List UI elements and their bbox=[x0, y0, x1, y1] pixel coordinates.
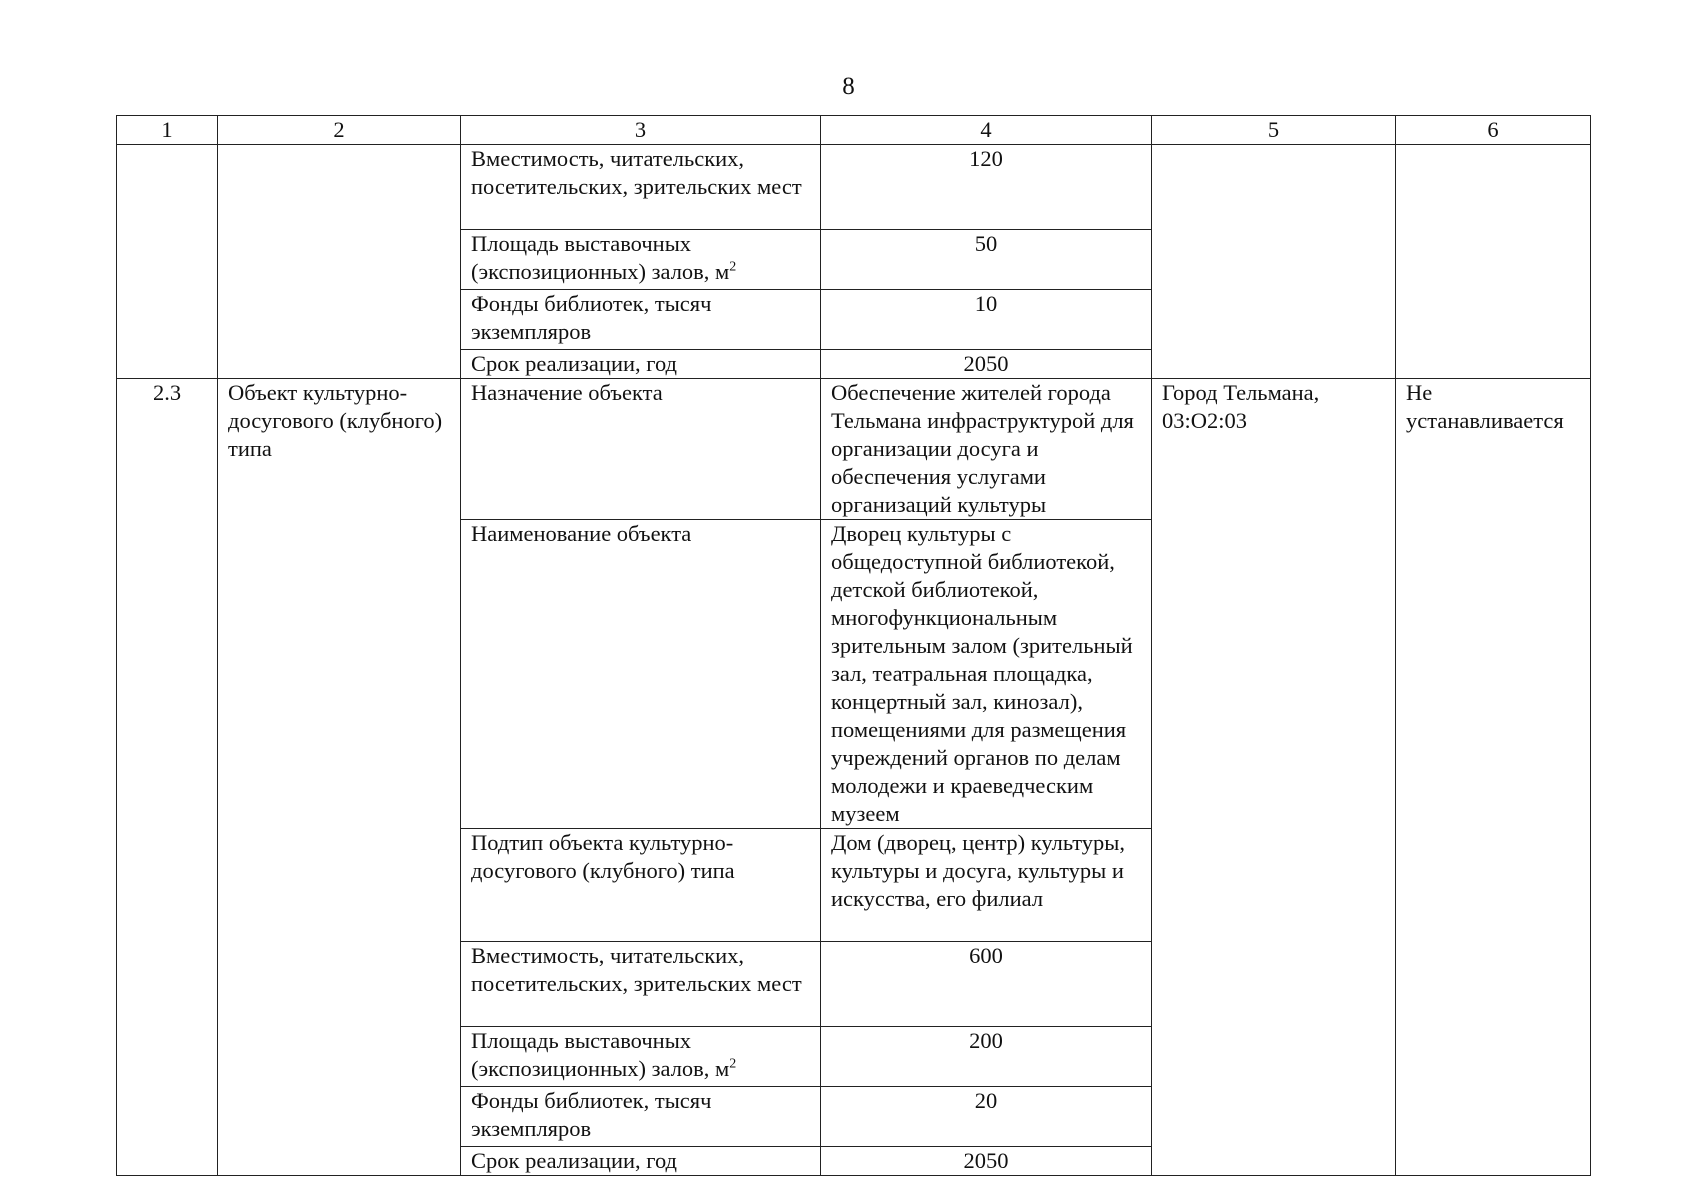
value-cell: 20 bbox=[821, 1087, 1152, 1147]
param-text: Площадь выставочных (экспозиционных) залов, м bbox=[471, 1028, 730, 1081]
value-cell: 120 bbox=[821, 145, 1152, 230]
value-cell: 2050 bbox=[821, 350, 1152, 379]
param-cell: Вместимость, читательских, посетительских, зрительских мест bbox=[461, 942, 821, 1027]
table-row bbox=[117, 145, 1591, 230]
parameters-table bbox=[116, 115, 1591, 1176]
value-cell: 200 bbox=[821, 1027, 1152, 1087]
column-number: 5 bbox=[1152, 116, 1396, 145]
value-cell: Дворец культуры с общедоступной библиотекой, детской библиотекой, многофункциональным зрительным залом (зрительный зал, театральная площадка, концертный зал, кинозал), помещениями для размещения учреждений органов по делам молодежи и краеведческим музеем bbox=[821, 520, 1152, 829]
empty-number-cell bbox=[117, 145, 218, 379]
column-number: 3 bbox=[461, 116, 821, 145]
value-cell: Обеспечение жителей города Тельмана инфраструктурой для организации досуга и обеспечения услугами организаций культуры bbox=[821, 379, 1152, 520]
column-number: 4 bbox=[821, 116, 1152, 145]
empty-location-cell bbox=[1152, 145, 1396, 379]
value-cell: 10 bbox=[821, 290, 1152, 350]
object-location: Город Тельмана, 03:О2:03 bbox=[1152, 379, 1396, 1176]
param-cell: Срок реализации, год bbox=[461, 1147, 821, 1176]
param-cell: Назначение объекта bbox=[461, 379, 821, 520]
superscript: 2 bbox=[729, 1056, 737, 1072]
object-number: 2.3 bbox=[117, 379, 218, 1176]
column-number: 1 bbox=[117, 116, 218, 145]
param-cell: Срок реализации, год bbox=[461, 350, 821, 379]
param-text: Площадь выставочных (экспозиционных) залов, м bbox=[471, 231, 730, 284]
param-cell: Фонды библиотек, тысяч экземпляров bbox=[461, 290, 821, 350]
param-cell bbox=[461, 230, 821, 290]
empty-zone-cell bbox=[1396, 145, 1591, 379]
param-cell: Фонды библиотек, тысяч экземпляров bbox=[461, 1087, 821, 1147]
column-number-row bbox=[117, 116, 1591, 145]
superscript: 2 bbox=[729, 259, 737, 275]
page-number: 8 bbox=[842, 73, 855, 100]
param-cell bbox=[461, 1027, 821, 1087]
value-cell: 2050 bbox=[821, 1147, 1152, 1176]
value-cell: 50 bbox=[821, 230, 1152, 290]
object-zone: Не устанавливается bbox=[1396, 379, 1591, 1176]
column-number: 2 bbox=[218, 116, 461, 145]
object-name: Объект культурно-досугового (клубного) типа bbox=[218, 379, 461, 1176]
column-number: 6 bbox=[1396, 116, 1591, 145]
table-row bbox=[117, 379, 1591, 520]
param-cell: Вместимость, читательских, посетительских, зрительских мест bbox=[461, 145, 821, 230]
value-cell: Дом (дворец, центр) культуры, культуры и досуга, культуры и искусства, его филиал bbox=[821, 829, 1152, 942]
param-cell: Подтип объекта культурно-досугового (клубного) типа bbox=[461, 829, 821, 942]
empty-name-cell bbox=[218, 145, 461, 379]
value-cell: 600 bbox=[821, 942, 1152, 1027]
param-cell: Наименование объекта bbox=[461, 520, 821, 829]
